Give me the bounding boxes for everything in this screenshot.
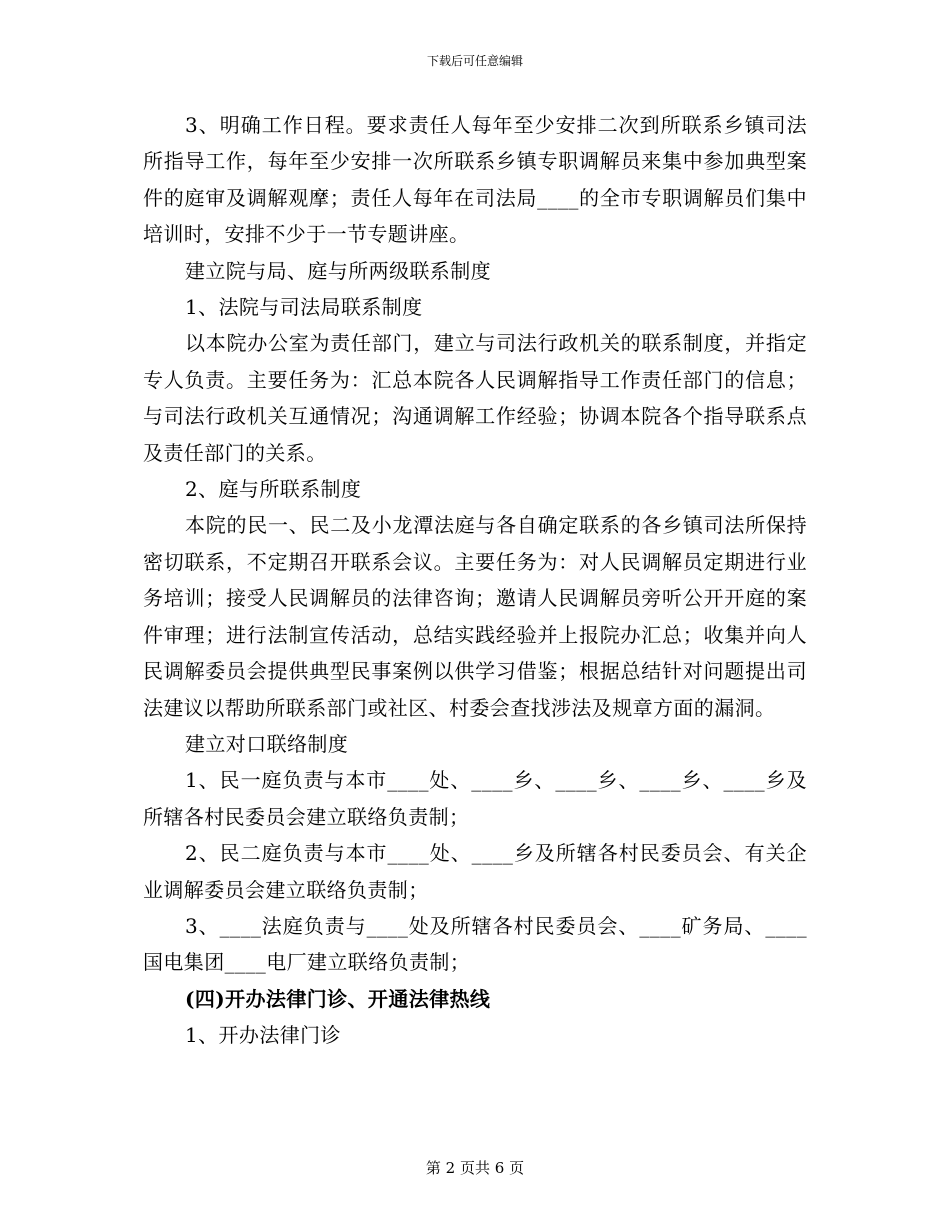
paragraph-liaison-item-2: 2、民二庭负责与本市____处、____乡及所辖各村民委员会、有关企业调解委员会建立联络负责制； — [143, 841, 807, 902]
paragraph-court-bureau-contact: 以本院办公室为责任部门，建立与司法行政机关的联系制度，并指定专人负责。主要任务为：汇总本院各人民调解指导工作责任部门的信息；与司法行政机关互通情况；沟通调解工作经验；协调本院各个指导联系点及责任部门的关系。 — [143, 331, 807, 465]
heading-two-level-contact: 建立院与局、庭与所两级联系制度 — [185, 258, 491, 283]
heading-court-bureau-contact: 1、法院与司法局联系制度 — [185, 295, 423, 320]
heading-liaison-system: 建立对口联络制度 — [185, 731, 349, 756]
heading-legal-clinic: 1、开办法律门诊 — [185, 1023, 341, 1048]
page-footer-number: 第 2 页共 6 页 — [425, 1159, 525, 1177]
paragraph-work-schedule: 3、明确工作日程。要求责任人每年至少安排二次到所联系乡镇司法所指导工作，每年至少安排一次所联系乡镇专职调解员来集中参加典型案件的庭审及调解观摩；责任人每年在司法局____的全市专职调解员们集中培训时，安排不少于一节专题讲座。 — [143, 113, 807, 247]
paragraph-tribunal-office-contact: 本院的民一、民二及小龙潭法庭与各自确定联系的各乡镇司法所保持密切联系，不定期召开联系会议。主要任务为：对人民调解员定期进行业务培训；接受人民调解员的法律咨询；邀请人民调解员旁听公开开庭的案件审理；进行法制宣传活动，总结实践经验并上报院办汇总；收集并向人民调解委员会提供典型民事案例以供学习借鉴；根据总结针对问题提出司法建议以帮助所联系部门或社区、村委会查找涉法及规章方面的漏洞。 — [143, 513, 807, 720]
paragraph-liaison-item-1: 1、民一庭负责与本市____处、____乡、____乡、____乡、____乡及所辖各村民委员会建立联络负责制； — [143, 768, 807, 829]
document-body — [143, 107, 807, 1054]
page-header-note: 下载后可任意编辑 — [426, 54, 523, 68]
paragraph-liaison-item-3: 3、____法庭负责与____处及所辖各村民委员会、____矿务局、____国电集团____电厂建立联络负责制； — [143, 913, 807, 975]
heading-tribunal-office-contact: 2、庭与所联系制度 — [185, 477, 362, 502]
heading-legal-clinic-hotline: (四)开办法律门诊、开通法律热线 — [185, 986, 491, 1011]
